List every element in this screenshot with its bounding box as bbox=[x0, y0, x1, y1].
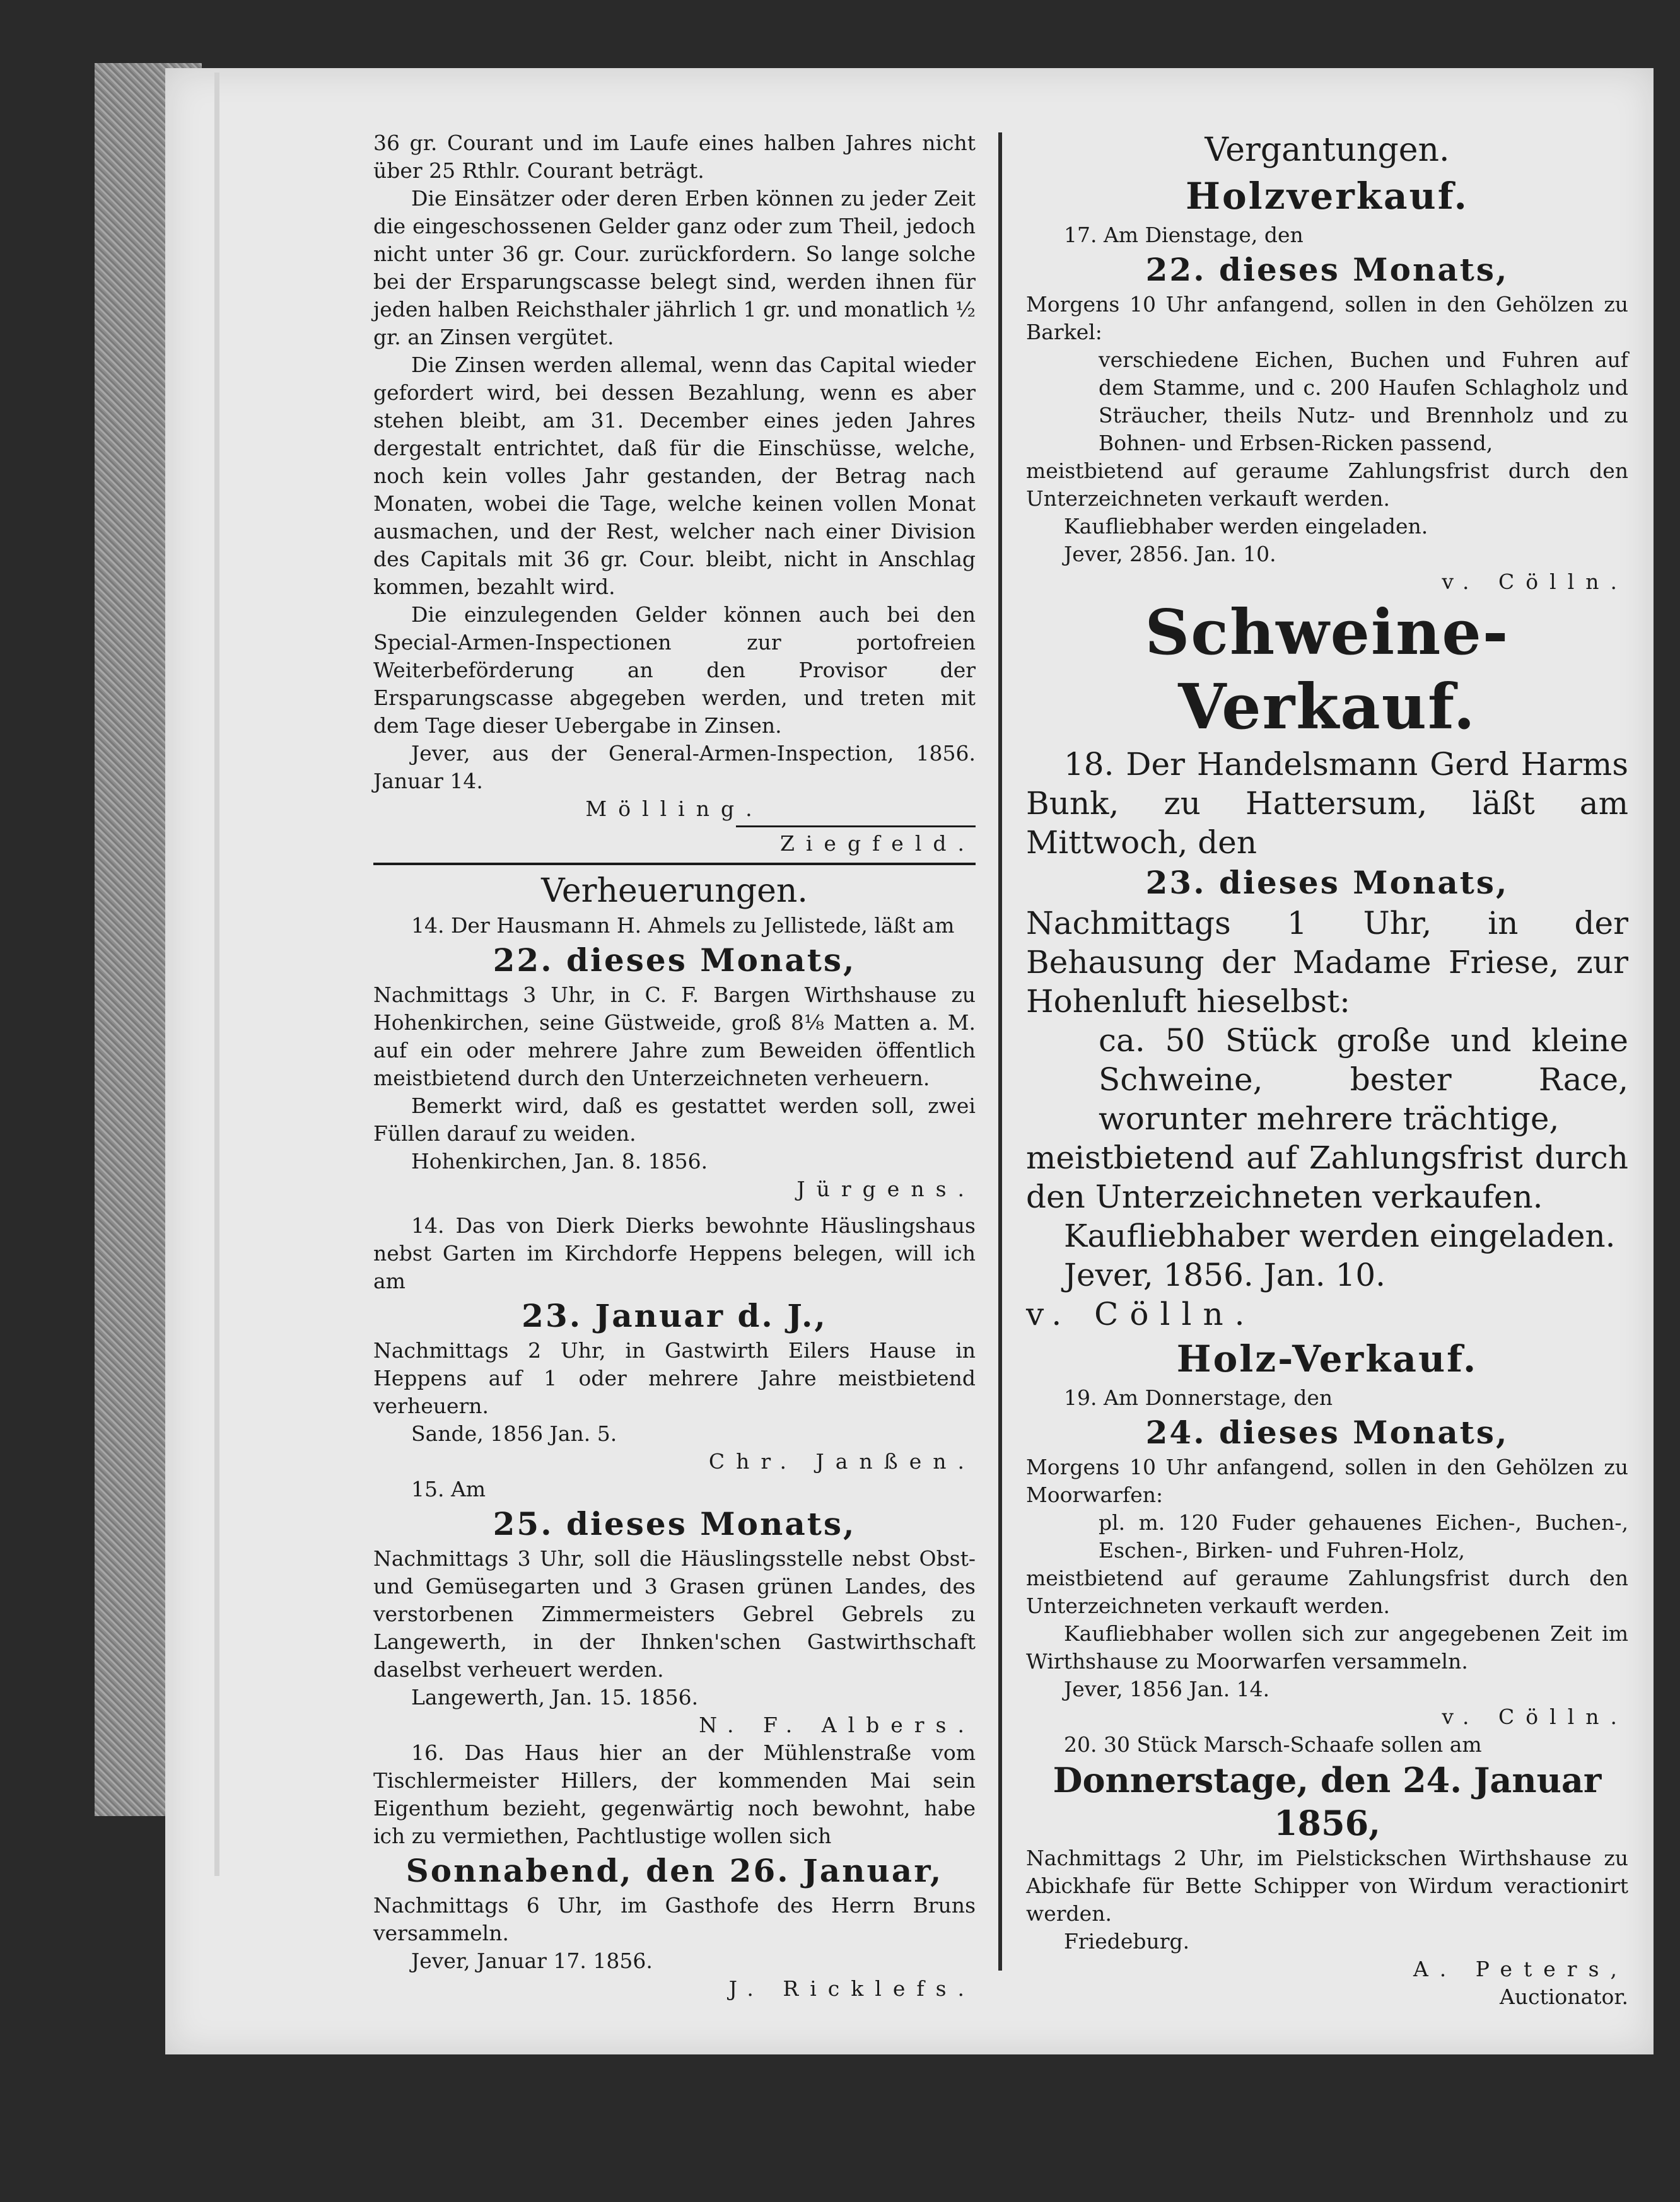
notice-body: Nachmittags 2 Uhr, in Gastwirth Eilers Hause in Heppens auf 1 oder mehrere Jahre meistbietend verheuern. bbox=[373, 1338, 976, 1418]
page-edge bbox=[214, 73, 219, 1876]
notice-date: 25. dieses Monats, bbox=[493, 1505, 856, 1542]
notice-intro: 17. Am Dienstage, den bbox=[1064, 223, 1304, 247]
notice-intro: 14. Der Hausmann H. Ahmels zu Jellistede, läßt am bbox=[411, 913, 955, 938]
notice-body: Morgens 10 Uhr anfangend, sollen in den Gehölzen zu Moorwarfen: bbox=[1026, 1455, 1628, 1507]
notice-place: Sande, 1856 Jan. 5. bbox=[411, 1421, 617, 1446]
notice-body: Morgens 10 Uhr anfangend, sollen in den Gehölzen zu Barkel: bbox=[1026, 292, 1628, 344]
signature: v. Cölln. bbox=[1442, 569, 1628, 594]
column-rule bbox=[998, 132, 1002, 1971]
signature: Jürgens. bbox=[796, 1177, 976, 1201]
notice-place: Jever, 1856 Jan. 14. bbox=[1064, 1677, 1270, 1701]
section-heading: Vergantungen. bbox=[1205, 131, 1450, 169]
notice-buyers: Kaufliebhaber werden eingeladen. bbox=[1064, 1218, 1616, 1254]
signature: v. Cölln. bbox=[1026, 1296, 1256, 1332]
signature: Chr. Janßen. bbox=[708, 1449, 976, 1474]
notice-body: Nachmittags 2 Uhr, im Pielstickschen Wirthshause zu Abickhafe für Bette Schipper von Wirdum veractionirt werden. bbox=[1026, 1846, 1628, 1926]
notice-tail: meistbietend auf Zahlungsfrist durch den Unterzeichneten verkaufen. bbox=[1026, 1139, 1628, 1215]
notice-items: ca. 50 Stück große und kleine Schweine, bester Race, worunter mehrere trächtige, bbox=[1099, 1022, 1628, 1137]
notice-place: Jever, 2856. Jan. 10. bbox=[1064, 542, 1276, 566]
signature: N. F. Albers. bbox=[699, 1713, 976, 1737]
notice-place: Jever, Januar 17. 1856. bbox=[411, 1949, 653, 1973]
text-paragraph: Die einzulegenden Gelder können auch bei den Special-Armen-Inspectionen zur portofreien Weiterbeförderung an den Provisor der Ersparungscasse abgegeben werden, und treten mit dem Tage dieser Uebergabe in Zinsen. bbox=[373, 602, 976, 738]
text-paragraph: Jever, aus der General-Armen-Inspection, 1856. Januar 14. bbox=[373, 741, 976, 793]
notice-place: Jever, 1856. Jan. 10. bbox=[1064, 1257, 1386, 1293]
signature: Ziegfeld. bbox=[779, 831, 976, 856]
notice-intro: 20. 30 Stück Marsch-Schaafe sollen am bbox=[1064, 1732, 1482, 1757]
notice-heading: Holz-Verkauf. bbox=[1176, 1337, 1478, 1380]
notice-intro: 18. Der Handelsmann Gerd Harms Bunk, zu Hattersum, läßt am Mittwoch, den bbox=[1026, 746, 1628, 861]
signature: Mölling. bbox=[585, 796, 764, 821]
notice-date: 24. dieses Monats, bbox=[1145, 1414, 1509, 1451]
text-paragraph: 36 gr. Courant und im Laufe eines halben Jahres nicht über 25 Rthlr. Courant beträgt. bbox=[373, 131, 976, 183]
notice-place: Hohenkirchen, Jan. 8. 1856. bbox=[411, 1149, 708, 1174]
notice-intro: 19. Am Donnerstage, den bbox=[1064, 1385, 1333, 1410]
notice-date: 23. dieses Monats, bbox=[1145, 864, 1509, 901]
notice-heading: Schweine-Verkauf. bbox=[1145, 597, 1510, 743]
notice-items: verschiedene Eichen, Buchen und Fuhren auf dem Stamme, und c. 200 Haufen Schlagholz und Sträucher, theils Nutz- und Brennholz und zu Bohnen- und Erbsen-Ricken passend, bbox=[1099, 347, 1628, 455]
notice-place: Friedeburg. bbox=[1064, 1929, 1190, 1954]
notice-date: Sonnabend, den 26. Januar, bbox=[405, 1852, 943, 1889]
notice-note: Bemerkt wird, daß es gestattet werden soll, zwei Füllen darauf zu weiden. bbox=[373, 1093, 976, 1146]
signature-rule bbox=[736, 825, 976, 827]
notice-tail: meistbietend auf geraume Zahlungsfrist durch den Unterzeichneten verkauft werden. bbox=[1026, 1566, 1628, 1618]
notice-body: Nachmittags 6 Uhr, im Gasthofe des Herrn Bruns versammeln. bbox=[373, 1893, 976, 1945]
notice-body: Nachmittags 3 Uhr, in C. F. Bargen Wirthshause zu Hohenkirchen, seine Güstweide, groß 8⅛ Matten a. M. auf ein oder mehrere Jahre zum Beweiden öffentlich meistbietend durch den Unterzeichneten verheuern. bbox=[373, 982, 976, 1090]
notice-place: Langewerth, Jan. 15. 1856. bbox=[411, 1685, 699, 1710]
signature-role: Auctionator. bbox=[1500, 1984, 1628, 2009]
signature: J. Ricklefs. bbox=[728, 1976, 976, 2001]
signature: A. Peters, bbox=[1413, 1957, 1628, 1981]
signature: v. Cölln. bbox=[1442, 1704, 1628, 1729]
notice-intro: 15. Am bbox=[411, 1477, 486, 1501]
notice-date: 23. Januar d. J., bbox=[522, 1297, 827, 1334]
notice-intro: 14. Das von Dierk Dierks bewohnte Häuslingshaus nebst Garten im Kirchdorfe Heppens belegen, will ich am bbox=[373, 1213, 976, 1293]
notice-date: 22. dieses Monats, bbox=[1145, 251, 1509, 288]
notice-intro: 16. Das Haus hier an der Mühlenstraße vom Tischlermeister Hillers, der kommenden Mai sein Eigenthum bezieht, gegenwärtig noch bewohnt, habe ich zu vermiethen, Pachtlustige wollen sich bbox=[373, 1740, 976, 1848]
notice-date: 22. dieses Monats, bbox=[493, 941, 856, 979]
section-heading: Verheuerungen. bbox=[541, 872, 808, 910]
notice-buyers: Kaufliebhaber wollen sich zur angegebenen Zeit im Wirthshause zu Moorwarfen versammeln. bbox=[1026, 1621, 1628, 1674]
section-divider bbox=[373, 863, 976, 865]
notice-buyers: Kaufliebhaber werden eingeladen. bbox=[1064, 514, 1428, 539]
notice-body: Nachmittags 3 Uhr, soll die Häuslingsstelle nebst Obst- und Gemüsegarten und 3 Grasen grünen Landes, des verstorbenen Zimmermeisters Gebrel Gebrels zu Langewerth, in der Ihnken'schen Gastwirthschaft daselbst verheuert werden. bbox=[373, 1546, 976, 1682]
notice-date: Donnerstage, den 24. Januar 1856, bbox=[1053, 1760, 1602, 1843]
right-column bbox=[1026, 129, 1628, 2011]
left-column bbox=[373, 129, 976, 2003]
notice-body: Nachmittags 1 Uhr, in der Behausung der Madame Friese, zur Hohenluft hieselbst: bbox=[1026, 905, 1628, 1020]
notice-tail: meistbietend auf geraume Zahlungsfrist durch den Unterzeichneten verkauft werden. bbox=[1026, 458, 1628, 511]
text-paragraph: Die Einsätzer oder deren Erben können zu jeder Zeit die eingeschossenen Gelder ganz oder zum Theil, jedoch nicht unter 36 gr. Cour. zurückfordern. So lange solche bei der Ersparungscasse belegt sind, werden ihnen für jeden halben Reichsthaler jährlich 1 gr. und monatlich ½ gr. an Zinsen vergütet. bbox=[373, 186, 976, 349]
notice-items: pl. m. 120 Fuder gehauenes Eichen-, Buchen-, Eschen-, Birken- und Fuhren-Holz, bbox=[1099, 1510, 1628, 1563]
notice-heading: Holzverkauf. bbox=[1186, 175, 1469, 218]
text-paragraph: Die Zinsen werden allemal, wenn das Capital wieder gefordert wird, bei dessen Bezahlung, wenn es aber stehen bleibt, am 31. December eines jeden Jahres dergestalt entrichtet, daß für die Einschüsse, welche, noch kein volles Jahr gestanden, der Betrag nach Monaten, wobei die Tage, welche keinen vollen Monat ausmachen, und der Rest, welcher nach einer Division des Capitals mit 36 gr. Cour. bleibt, nicht in Anschlag kommen, bezahlt wird. bbox=[373, 352, 976, 599]
